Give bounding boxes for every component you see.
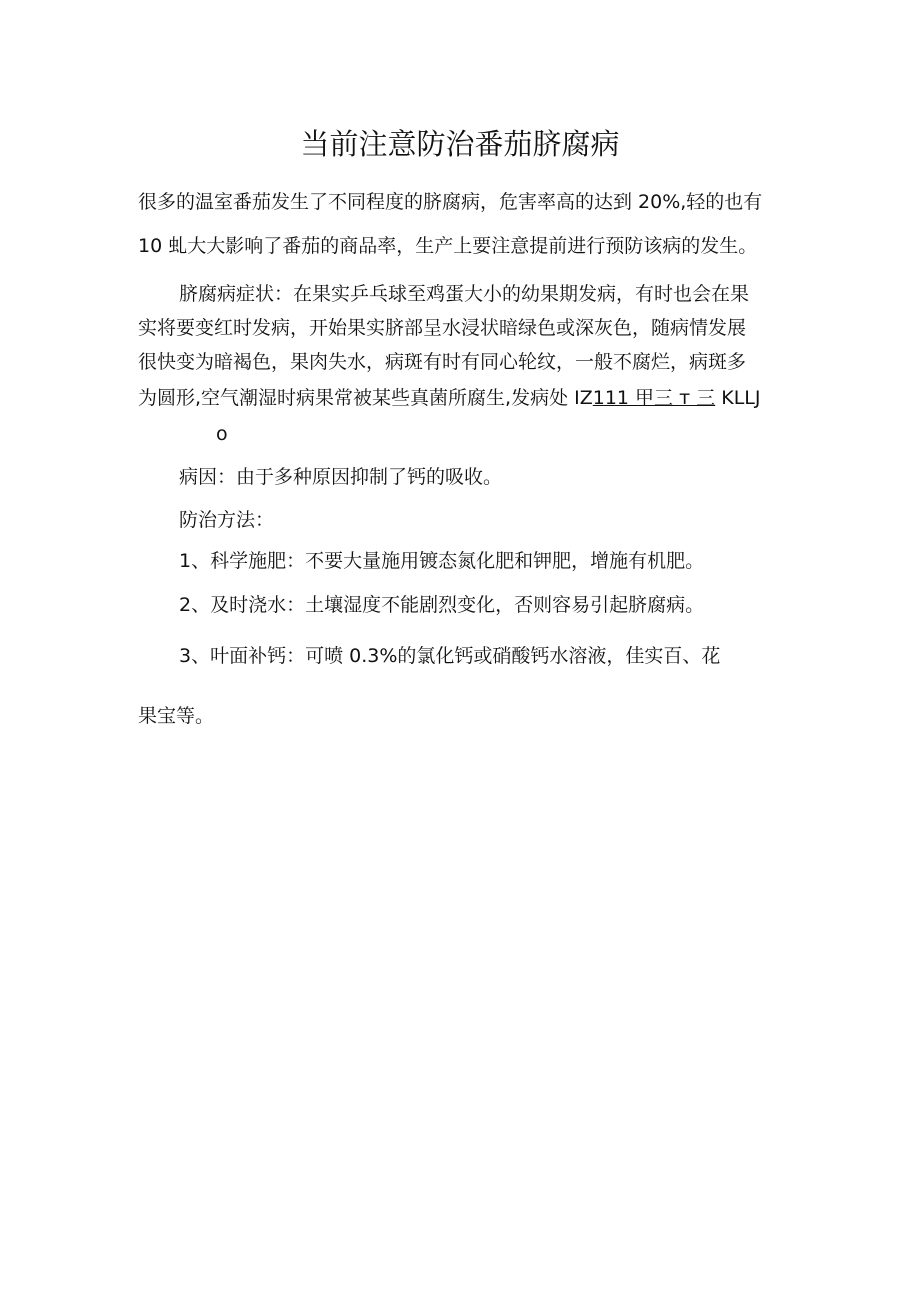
symptoms-line-3: 很快变为暗褐色，果肉失水，病斑有时有同心轮纹，一般不腐烂，病斑多 (138, 351, 747, 373)
symptoms-line-4 (138, 384, 760, 412)
symptoms-tail: o (216, 423, 228, 445)
document-title: 当前注意防治番茄脐腐病 (300, 127, 620, 161)
symptoms-line-4-suffix: KLLJ (715, 387, 761, 409)
symptoms-line-4-underlined: 111 甲三 т 三 (592, 387, 716, 409)
symptoms-line-4-prefix: 为圆形,空气潮湿时病果常被某些真菌所腐生,发病处 IZ (138, 387, 593, 409)
intro-line-2: 10 虬大大影响了番茄的商品率，生产上要注意提前进行预防该病的发生。 (138, 235, 758, 257)
method-item-3: 3、叶面补钙：可喷 0.3%的氯化钙或硝酸钙水溶液，佳实百、花 (179, 645, 721, 667)
methods-heading: 防治方法： (179, 509, 275, 531)
cause-line: 病因：由于多种原因抑制了钙的吸收。 (179, 466, 503, 488)
method-item-2: 2、及时浇水：土壤湿度不能剧烈变化，否则容易引起脐腐病。 (179, 594, 705, 616)
intro-line-1: 很多的温室番茄发生了不同程度的脐腐病，危害率高的达到 20%,轻的也有 (138, 191, 763, 213)
symptoms-line-1: 脐腐病症状：在果实乒乓球至鸡蛋大小的幼果期发病，有时也会在果 (179, 283, 750, 305)
symptoms-line-2: 实将要变红时发病，开始果实脐部呈水浸状暗绿色或深灰色，随病情发展 (138, 317, 747, 339)
method-item-1: 1、科学施肥：不要大量施用镀态氮化肥和钾肥，增施有机肥。 (179, 550, 705, 572)
methods-tail: 果宝等。 (138, 705, 215, 727)
